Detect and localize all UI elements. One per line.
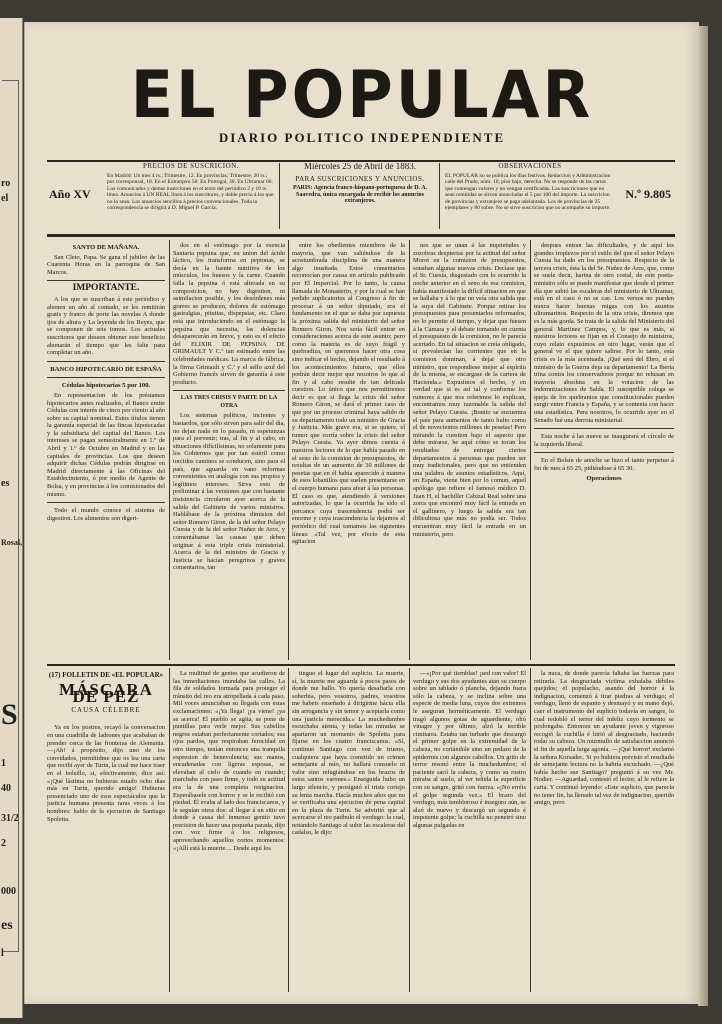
prices-text: En Madrid: Un mes 4 rs.; Trimestre, 12. En provincias: Trimestre, 20 rs.; por corresponsal, 18. En el Extranjero 50. En Portugal, 30. En Ultramar 60. Los comunicados y demas inserciones en el texto del periódico 2 y 10 rs. línea. Anuncios á UN REAL línea á los suscritores, y doble precio á los que no lo sean. Los anuncios sencillos á precios convencionales. Toda la correspondencia se dirigirá á D. Miguel P. García.	[107, 172, 274, 211]
santo-text: San Cleto, Papa. Se gana el jubileo de las Cuarenta Horas en la parroquia de San Marcos.	[47, 253, 165, 276]
importante-text: A los que se suscriban á este periódico y abonen un año al contado, se les remitirán gratis y franco de porte las novelas A donde ijos de altura y La leyenda de los Reyes, que se componen de seis tomos. Los actuales suscritores que deseen obtener este beneficio abonarán el tiempo que les falte para completar un año.	[47, 295, 165, 357]
crisis-text: Los sistemas políticos, incientes y bastardos, que sólo sirven para salir del día, no dejan nada en lo pasado, ni esperanzas para el porvenir; tras, al fin y al cabo, en situaciones difícilísimas, no solamente para los Gobiernos que por tan estéril como torcidos caminos se conducen, sino para el país, que aguarda en vano reformas convenientes en analogía con sus propios y legítimos intereses. Sirva esto de preliminar á las versiones que con bastante insistencia circularon ayer acerca de la salida del Gabinete de varios ministros. Hablábase de la próxima dimision del señor Romero Giron, de la del señor Pelayo Cuesta y de la del señor Nuñez de Arce, y comentábanse las causas que deben originar á esta triple crisis ministerial. Acerca de la del ministro de Gracia y Justicia se hacían peregrinos y graves comentarios, tan	[173, 412, 285, 572]
newspaper-subtitle: DIARIO POLITICO INDEPENDIENTE	[218, 130, 506, 145]
section-rule	[173, 390, 285, 391]
subscription-prices	[107, 163, 275, 229]
column-4	[413, 242, 526, 660]
section-rule	[47, 280, 165, 281]
folletin-rule	[47, 664, 675, 666]
newspaper-title: EL POPULAR	[130, 56, 594, 133]
column-divider	[288, 668, 289, 992]
section-rule	[534, 428, 674, 429]
aviso-text: Esta noche á las nueve se inaugurará el círculo de la izquierda liberal.	[534, 433, 674, 448]
column-divider	[409, 668, 410, 992]
page-edge	[698, 26, 708, 1006]
prev-fragment: 2	[1, 838, 6, 849]
column-3-text: entre los obedientes miembros de la mayoría, que van saliéndose de la acostumbrada disciplina de una manera algo inusitada. Estos comentarios reconocían por causa un artículo publicado por El Imparcial. Por lo tanto, la causa llamada de Monasterio, y por la cual se han pedido suplicatorios al Congreso á fin de procesar á un señor diputado, era el fundamento en el que se daba por supuesta la próxima salida del ministerio del señor Romero Giron. Nos sería fácil entrar en consideraciones acerca de este asunto; pero como la materia es de suyo frágil y quebradiza, en queremos hacer otra cosa sino indicar el hecho, dejando el resultado á los acontecimientos futuros, que ellos podrán decir mejor que nosotros lo que al fin y al cabo resulte de tan delicada cuestion. Lo único que nos permitiremos decir es que si llega la crisis del señor Romero Giron, se dará el primer caso de que por un proceso criminal haya salido de su departamento todo un ministro de Gracia y Justicia. Más grave era, si se quiere, el rumor que corría sobre la crisis del señor Pelayo Cuesta. Ya ayer dimos cuenta á nuestros lectores de lo que había pasado en el seno de la comision de presupuestos, de resultas de un aumento de 30 millones de pesetas que en él había aparecido á manera de esos lobanillos que suelen presentarse en el cuerpo humano para afear á las personas. El caso es que, atendiendo á versiones autorizadas, lo que la ocurrida ha sido el percance cuya trascendencia podrá ser enorme y cuya trascendencia la dejamos al periódico del cual tomamos las siguientes líneas: «Tal vez, por efecto de esta agitacion	[292, 242, 405, 546]
bolsa-text: En el Bolsín de anoche se hizo el tanto perpetuo á fin de mes á 65 25, pidiéndose á 65 30.	[534, 457, 674, 473]
folletin-header	[47, 672, 165, 680]
observations	[445, 163, 615, 229]
column-2	[173, 242, 285, 660]
novel-subtitle: CAUSA CÉLEBRE	[71, 705, 141, 714]
folletin-text: —«¡Por qué tiemblas! ¡sed con valor! El verdugo y sus dos ayudantes atan su cuerpo sobre un tablado ó plancha, dejando fuera sólo la cabeza, y se inclina sobre una especie de media luna, cuyos dos extremos le aseguran herméticamente. El verdugo tragó algunos gotas de aguardiente, olió vinagre y por último, alzó la terrible cimitarra. Estaba tan turbado que descargó el primer golpe en la extremidad de la cabeza, no cortándole sino un pedazo de la epidermis con algunos cabellos. Un grito de terror resonó entre la muchedumbre; el paciente sacó la cabeza, y como su rostro miraba al suelo, al ver teñida la superficie con su sangre, gritó con fuerza. «¡No erréis el golpe segunda vez.» El brazo del verdugo, más tembloroso é inseguro aún, se alzó de nuevo y descargó un segundo é impotente golpe; la cuchilla no penetró sino algunas pulgadas en	[413, 670, 526, 829]
newspaper-page	[24, 22, 699, 1004]
ads-text: PARIS: Agencia franco-hispano-portuguesa de D. A. Saavedra, única encargada de recibir los anuncios extranjeros.	[292, 185, 428, 204]
prev-fragment: l	[1, 948, 4, 959]
header-bottom-rule	[47, 234, 675, 237]
pepsina-text: dos en el estómago por la esencia Santaria pepsina que, en union del ácido láctico, los transforma en peptonas, se decía en la fuente nutritiva de los músculos, los huesos y la carne. Cuando falla la pepsina ó está alterada en su composicion, no hay digestion, ni asimilacion posible, y los desórdenes más graves se producen, dolores de estómago gastralgias, pituitas, dispepsias, etc. Claro está que introduciendo en el estómago la pepsina que necesita, las dolencias desaparecerán en breve, y esto es el efecto del ELIXIR DE PEPSINA DE GRIMAULT Y C.ª tan estimado entre las celebridades médicas. La marca de fábrica, la firma Grimault y C.ª y el sello azul del Gobierno francés sirven de garantía á este producto.	[173, 242, 285, 386]
folletin-column-4	[413, 670, 526, 992]
column-4-text: nes que se unan á las inquietudes y zozobras despiertas por la actitud del señor Morot en la comision de presupuestos, sonaban algunas nuevas crisis. Decíase que el Sr. Cuesta, disgustado con lo ocurrido la noche anterior en el seno de esa comision, había manifestado la difícil situacion en que se hallaba y á lo que no veía otra salida que la suya del Gabinete. Porque retirar los presupuestos para presentarlos reformados, no lo permite el tiempo, y dejar que fuesen á la Cámara y el debate tomando en cuenta el presupuesto de la comision, no le parecía acertado. En tal situacion se creía obligado, si prevalecían las corrientes que en la comision dominan, á dejar que otro ministro, que respondiese mejor al espíritu de la misma, se encargase de la cartera de Hacienda.» Expusimos el hecho, y en verdad que si es así tal y conforme los rumores á que nos referimos lo explican, encontramos muy razonable la salida del señor Pelayo Cuesta. ¡Bonito se encuentra el país para aumentos de tanto bulto como el de novecientos millones de pesetas! Pero mirando la cuestion bajo el aspecto que debe mirarse, he aquí cómo se tocan los resultados de entregar ciertos departamentos á personas que pueden ser muy tradicionales, pero que no entienden una palabra de asuntos estadísticos. Aquí, en España, viene bien por lo comun, aquel apólogo que refiere el famoso médico D. Juan H, el bachiller Cabizal Real sobre una zorra que encontró muy fácil la entrada en el gallinero, y luego la salida era tan dificultosa que más no podía ser. Todos encuentran muy fácil la entrada en un ministerio, pero	[413, 242, 526, 538]
column-divider	[169, 240, 170, 660]
prev-fragment: 31/2	[1, 813, 19, 824]
importante-title: IMPORTANTE.	[72, 283, 140, 294]
header-top-rule	[47, 160, 675, 162]
masthead	[25, 56, 699, 146]
column-1	[47, 242, 165, 660]
observations-title: OBSERVACIONES	[498, 163, 562, 170]
column-3	[292, 242, 405, 660]
prev-fragment: el	[1, 193, 9, 204]
folletin-text: tinguo el lugar del suplicio. La muerte, sí, la muerte me aguarda á pocos pasos de donde me hallo. Yo quería desafiarla con soberbia, pero vosotros, padres, vosotros me habeis enseñado á dirigirme hácia ella sin arrogancia y sin temor y aceptarla como una justicia merecida.» La muchedumbre escuchaba atenta, y todas las miradas se apartaron un momento de Spoletta para fijarse en los cuatro franciscanos. «Sí, continuó Santiago con voz de trueno, cualquiera que haya cometido un crimen semejante al mío, no hallará consuelo ni valor sino refugiándose en los brazos de estos santos varones.» Enseguida hubo un largo silencio, y prosiguió el triste cortejo su lenta marcha. Hacía muchos años que no se verificaba una ejecucion de pena capital en la plaza de Turin. Se advirtió que al acercarse el reo patíbulo el verdugo: la cual, notándolo Santiago al subir las escaleras del cadalso, le dijo:	[292, 670, 405, 837]
cedulas-title: Cédulas hipotecarias 5 por 100.	[61, 382, 151, 390]
column-divider	[169, 668, 170, 992]
crisis-title: LAS TRES CRISIS Y PARTE DE LA OTRA	[180, 395, 278, 409]
prev-fragment: ro	[1, 178, 11, 189]
issue-date: Miércoles 25 de Abril de 1883.	[304, 163, 416, 171]
column-divider	[288, 240, 289, 660]
header-info-band	[47, 163, 675, 233]
folletin-label: FOLLETIN DE «EL POPULAR»	[62, 671, 164, 679]
header-divider	[439, 163, 440, 229]
folletin-number: (17)	[48, 671, 61, 679]
prev-fragment: 000	[1, 886, 16, 897]
section-rule	[47, 377, 165, 378]
final-text: Todo el mundo conoce el sistema de digestion. Los alimentos son digeri-	[47, 507, 165, 522]
operaciones-label: Operaciones	[586, 474, 622, 482]
year-label: Año XV	[49, 187, 91, 201]
section-rule	[47, 361, 165, 362]
prev-fragment: Rosal,	[1, 538, 23, 547]
column-divider	[530, 240, 531, 660]
column-5	[534, 242, 674, 660]
folletin-text: la nuca, de donde parecía faltaba las fuerzas para retirarla. La desgraciada víctima exhalaba débiles quejidos; el populacho, asando del horror á la indignacion, comenzó á tirar piedras al verdugo; el verdugo, lleno de espanto y desmayó y su mano dejó, caer el instrumento del suplicio todavía en sangre, lo cual redobló el terror del infeliz cuyo tormento se prolongaba. Entonces un ayudante joven y vigoroso recogió la cuchilla é hirió al desgraciado, haciendo rodar su cabeza. Un murmullo de satisfaccion anunció el fin de aquella larga agonía. —¡Qué horror! exclamó la señora Korsadec. Si yo hubiera previsto el resultado de semejante lectura no la habría escuchado. —¿Qué había hecho ese Santiago? preguntó á su vez Mr. Nodier. —Aguardad, contestó el lector, al le refiere la carta. Y continuó leyendo: «Este suplicio, que parecía no tener fin, ha llenado tal vez de indignacion, querido amigo, pero	[534, 670, 674, 807]
folletin-text: La multitud de gentes que acudieron de las inmediaciones inundaba las calles. La fila de soldados formada para proteger el tránsito del reo era atropellada á cada paso. Mil voces anunciaban su llegada con estas exclamaciones: «¡Ya llega! ¡ya viene! ¡ya se acerca! El pueblo se agita, se pone de puntillas para verle mejor. Sus cabellos negros estaban perfectamente cortados; sus ojos pardos, que respiraban ferocidad en otro tiempo, tenían entonces una tranquila expresion de benevolencia; sus manos, encadenadas con ligeras esposas, se elevaban al cielo de cuando en cuando; marchaba con paso firme, y todo su actitud era la de una completa resignacion. Esperábasele con horror y se le recibió con piedad. Él evaba al lado dos franciscanos, y le seguían otros dos: al llegar á un sitio en donde á causa del inmenso gentío tuvo precision de hacer una pequeña parada, dijo con voz firme á los religiosos, aprovechando aquellos cortos momentos: «¡Allí está la muerte.... Desde aquí los	[173, 670, 285, 852]
prices-title: PRECIOS DE SUSCRICION.	[143, 163, 239, 170]
banco-text: En representacion de los préstamos hipotecarios antes realizados, el Banco emite Cédulas con interés de cinco por ciento al año sobre su capital nominal. Estos títulos tienen la garantía especial de las fincas hipotecadas y la subsidiaria del capital del Banco. Los intereses se pagan semestralmente en 1.º de Abril y 1.º de Octubre en Madrid y en las capitales de provincias. Los que deseen adquirir dichas Cédulas podrán dirigirse en Madrid directamente á las Oficinas del Establecimiento, ó por medio de Agente de Bolsa, y en provincias á los comisionados del mismo.	[47, 391, 165, 498]
section-rule	[534, 452, 674, 453]
header-divider	[279, 163, 280, 229]
folletin-column-2	[173, 670, 285, 992]
prev-fragment: S	[1, 698, 18, 731]
folletin-column-1	[47, 670, 165, 992]
prev-fragment: es	[1, 918, 13, 933]
column-5-text: despues entran las dificultades, y de aquí los grandes tropiezos por el estilo del que el señor Pelayo Cuesta ha dado en los presupuestos. Respecto de la tercera crisis, ésta la del Sr. Nuñez de Arce, que, como se suele decir, harina de otro costal, de este poeta-ministro sólo se puede manifestar que desde el primer día que subió las escaleras del ministerio de Ultramar, está en el caso ó no se cae. Los versos no pueden nunca hacer buenas migas con los asuntos ultramarinos. Respecto de la otra crisis, diremos que es la más gorda. Se trata de la salida del Ministerio del general Martinez Campos, y, lo que es más, si nuestros lectores se fijan en el Consejo de ministros, cuyo relato expusimos en otro lugar, verán que el general ve el que quiere salirse. Por lo tanto, esta crisis es la más acentuada. ¡Qué será del Ebro, si el ministro de la Guerra deja su departamento! La Iberia trina contra los conservadores porque no rehusan en mayoría absoluta en la votacion de las indemnizaciones de Salda. El susceptible colega se queja de los quebrantos que constitucionales pueden surgir entre Francia y España, y se contenta con hacer una estadística. Para nosotros, lo ocurrido ayer en el Senado fué una derrota ministerial.	[534, 242, 674, 424]
santo-title: SANTO DE MAÑANA.	[72, 244, 140, 251]
prev-fragment: 1	[1, 758, 6, 769]
prev-fragment: 40	[1, 783, 11, 794]
section-rule	[47, 502, 165, 503]
issue-number: N.º 9.805	[625, 187, 671, 201]
novel-title: MÁSCARA DE PEZ	[59, 679, 153, 707]
ads-title: PARA SUSCRICIONES Y ANUNCIOS.	[295, 174, 425, 183]
observations-text: EL POPULAR no se publica los días festivos. Redaccion y Administracion calle del Prado, núm. 10, piso bajo, derecha. No se responde de las cartas que contengan valores y no vengan certificadas. Las suscriciones que no sean remitidas se sirven anunciadas el 5 por 100 del importe. La suscricion de provincias y extranjero se paga adelantada. Los de provincias de 25 ejemplares y 80 sobre. No se sirve suscricion que no acompañe su importe.	[445, 172, 611, 211]
prev-fragment: es	[1, 478, 10, 489]
banco-title: BANCO HIPOTECARIO DE ESPAÑA	[50, 365, 162, 373]
column-divider	[530, 668, 531, 992]
folletin-column-3	[292, 670, 405, 992]
column-divider	[409, 240, 410, 660]
date-block	[285, 163, 435, 229]
previous-page-edge	[0, 18, 23, 1018]
folletin-column-5	[534, 670, 674, 992]
folletin-text: Ya en los postres, recayó la conversacion en una cuadrilla de ladrones que acababan de prender cerca de las fronteras de Alemania. —¡Ah! á propósito, dijo uno de los convidados, permitidme que os lea una carta que recibí ayer de Turin, la cual me hace traer en el bolsillo, si, efectivamente, dice así: «¡Qué lástima no hubieras estado ocho días más en Turin, querido amigo! Hubieras presenciado uno de esos espectáculos que la justicia humana presenta raras veces á los hombres: hablo de la ejecucion de Santiago Spoletta.	[47, 724, 165, 823]
